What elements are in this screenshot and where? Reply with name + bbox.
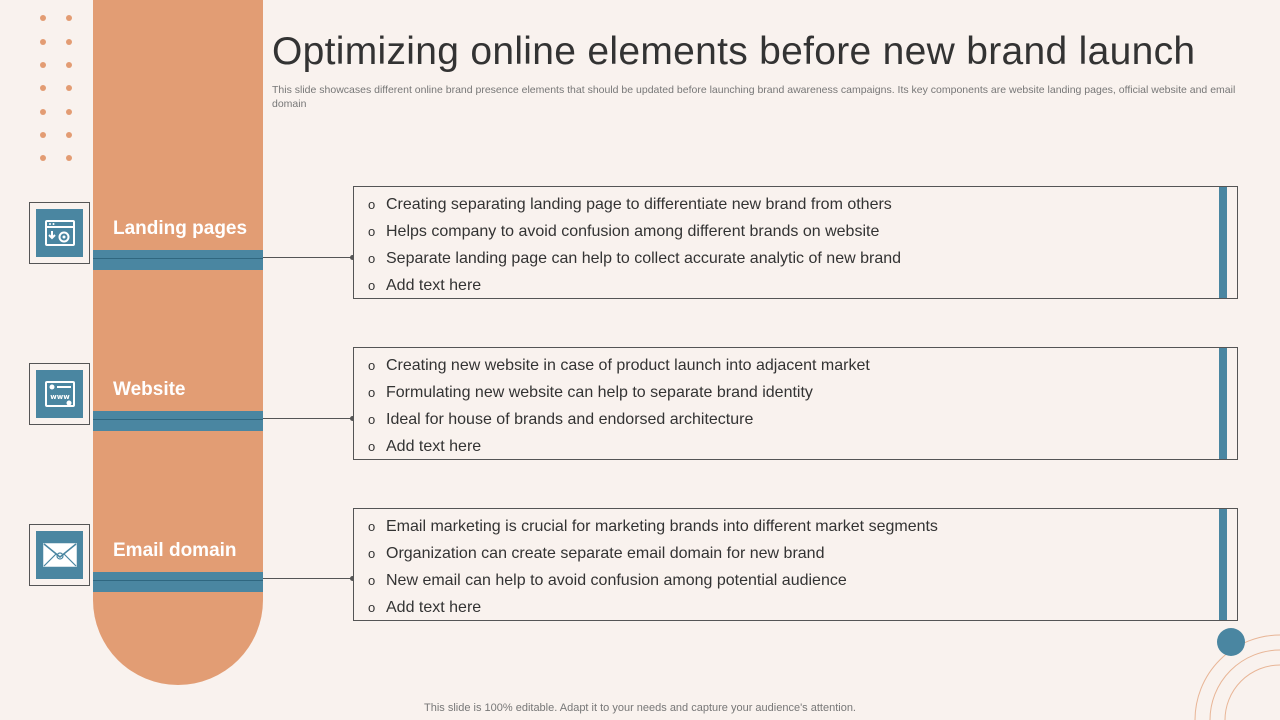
webpage-settings-icon bbox=[36, 209, 83, 257]
box-accent-bar bbox=[1219, 187, 1227, 298]
connector-line bbox=[263, 257, 353, 258]
list-item: o Add text here bbox=[368, 438, 482, 455]
list-item: o Ideal for house of brands and endorsed architecture bbox=[368, 411, 754, 428]
decorative-dot-grid bbox=[36, 10, 86, 170]
list-item: o Add text here bbox=[368, 599, 482, 616]
box-accent-bar bbox=[1219, 348, 1227, 459]
section-label-website: Website bbox=[113, 379, 186, 400]
section-label-landing-pages: Landing pages bbox=[113, 218, 248, 239]
page-title: Optimizing online elements before new brand launch bbox=[272, 30, 1196, 73]
email-domain-icon-frame bbox=[29, 524, 90, 586]
list-item: o Email marketing is crucial for marketing brands into different market segments bbox=[368, 518, 938, 535]
footer-note: This slide is 100% editable. Adapt it to your needs and capture your audience's attention. bbox=[424, 702, 856, 714]
email-domain-details-box bbox=[353, 508, 1238, 621]
www-browser-icon bbox=[36, 370, 83, 418]
section-band bbox=[93, 572, 263, 592]
section-band bbox=[93, 411, 263, 431]
list-item: o Creating separating landing page to differentiate new brand from others bbox=[368, 196, 892, 213]
page-subtitle: This slide showcases different online brand presence elements that should be updated before launching brand awareness campaigns. Its key components are website landing pages, official website and email domain bbox=[272, 84, 1236, 110]
landing-pages-icon-frame bbox=[29, 202, 90, 264]
list-item: o New email can help to avoid confusion among potential audience bbox=[368, 572, 847, 589]
list-item: o Creating new website in case of product launch into adjacent market bbox=[368, 357, 870, 374]
section-label-email-domain: Email domain bbox=[113, 540, 237, 561]
list-item: o Organization can create separate email domain for new brand bbox=[368, 545, 825, 562]
list-item: o Helps company to avoid confusion among different brands on website bbox=[368, 223, 880, 240]
email-envelope-icon bbox=[36, 531, 83, 579]
website-icon-frame bbox=[29, 363, 90, 425]
connector-line bbox=[263, 578, 353, 579]
list-item: o Separate landing page can help to collect accurate analytic of new brand bbox=[368, 250, 902, 267]
list-item: o Formulating new website can help to separate brand identity bbox=[368, 384, 813, 401]
landing-pages-details-box bbox=[353, 186, 1238, 299]
section-band bbox=[93, 250, 263, 270]
list-item: o Add text here bbox=[368, 277, 482, 294]
website-details-box bbox=[353, 347, 1238, 460]
connector-line bbox=[263, 418, 353, 419]
box-accent-bar bbox=[1219, 509, 1227, 620]
svg-text:www: www bbox=[49, 393, 70, 401]
